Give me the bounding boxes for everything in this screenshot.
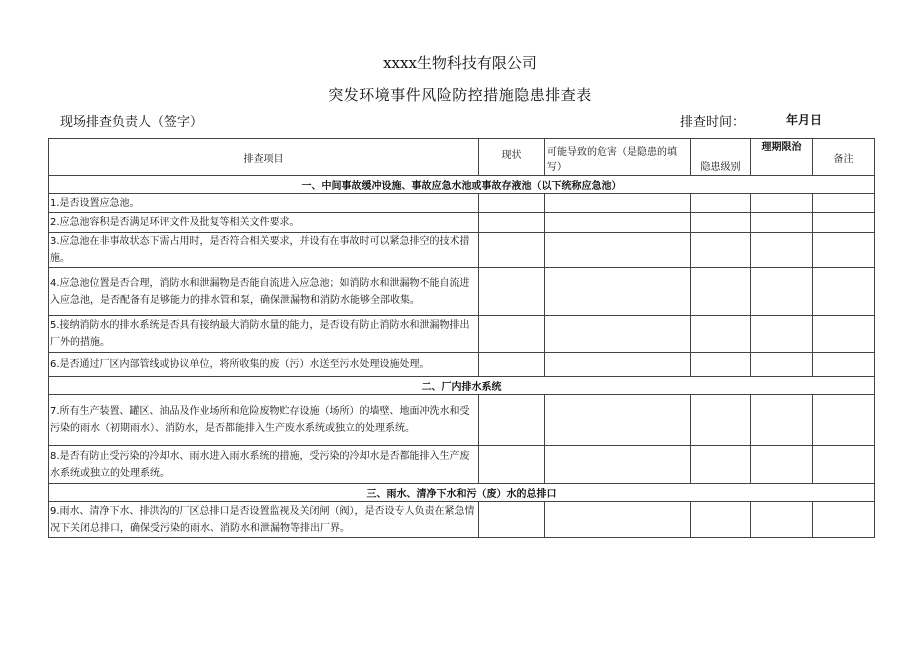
status-cell[interactable] <box>479 194 545 213</box>
deadline-cell[interactable] <box>751 213 813 233</box>
harm-cell[interactable] <box>545 446 691 484</box>
deadline-cell[interactable] <box>751 194 813 213</box>
section-row <box>49 176 875 194</box>
section-title: 三、雨水、清净下水和污（废）水的总排口 <box>49 484 875 502</box>
level-cell[interactable] <box>691 502 751 538</box>
section-row <box>49 484 875 502</box>
deadline-cell[interactable] <box>751 395 813 446</box>
deadline-cell[interactable] <box>751 502 813 538</box>
section-title: 一、中间事故缓冲设施、事故应急水池或事故存液池（以下统称应急池） <box>49 176 875 194</box>
level-cell[interactable] <box>691 395 751 446</box>
remark-cell[interactable] <box>813 353 875 377</box>
harm-cell[interactable] <box>545 316 691 353</box>
remark-cell[interactable] <box>813 446 875 484</box>
level-cell[interactable] <box>691 194 751 213</box>
col-header-harm: 可能导致的危害（是隐患的填写） <box>545 139 691 176</box>
deadline-cell[interactable] <box>751 353 813 377</box>
deadline-cell[interactable] <box>751 446 813 484</box>
status-cell[interactable] <box>479 353 545 377</box>
harm-cell[interactable] <box>545 268 691 316</box>
table-row <box>49 502 875 538</box>
harm-cell[interactable] <box>545 233 691 268</box>
table-row <box>49 446 875 484</box>
harm-cell[interactable] <box>545 395 691 446</box>
form-title: 突发环境事件风险防控措施隐患排查表 <box>328 86 592 104</box>
check-item: 8.是否有防止受污染的冷却水、雨水进入雨水系统的措施，受污染的冷却水是否都能排入生产废水系统或独立的处理系统。 <box>49 446 479 484</box>
check-item: 1.是否设置应急池。 <box>49 194 479 213</box>
check-time-label: 排查时间： <box>680 115 746 130</box>
remark-cell[interactable] <box>813 233 875 268</box>
check-item: 7.所有生产装置、罐区、油品及作业场所和危险废物贮存设施（场所）的墙壁、地面冲洗水和受污染的雨水（初期雨水）、消防水，是否都能排入生产废水系统或独立的处理系统。 <box>49 395 479 446</box>
status-cell[interactable] <box>479 316 545 353</box>
status-cell[interactable] <box>479 446 545 484</box>
status-cell[interactable] <box>479 268 545 316</box>
level-cell[interactable] <box>691 446 751 484</box>
table-row <box>49 194 875 213</box>
table-row <box>49 316 875 353</box>
level-cell[interactable] <box>691 353 751 377</box>
level-cell[interactable] <box>691 316 751 353</box>
table-row <box>49 353 875 377</box>
check-item: 4.应急池位置是否合理，消防水和泄漏物是否能自流进入应急池；如消防水和泄漏物不能自流进入应急池，是否配备有足够能力的排水管和泵，确保泄漏物和消防水能够全部收集。 <box>49 268 479 316</box>
check-item: 2.应急池容积是否满足环评文件及批复等相关文件要求。 <box>49 213 479 233</box>
status-cell[interactable] <box>479 233 545 268</box>
col-header-deadline: 理期限治 <box>751 139 813 176</box>
remark-cell[interactable] <box>813 268 875 316</box>
status-cell[interactable] <box>479 502 545 538</box>
inspector-signature-label: 现场排查负责人（签字） <box>60 115 204 130</box>
level-cell[interactable] <box>691 268 751 316</box>
table-row <box>49 233 875 268</box>
check-item: 3.应急池在非事故状态下需占用时，是否符合相关要求，并设有在事故时可以紧急排空的技术措施。 <box>49 233 479 268</box>
section-row <box>49 377 875 395</box>
remark-cell[interactable] <box>813 194 875 213</box>
hazard-checklist-table <box>48 138 875 538</box>
col-header-item: 排查项目 <box>49 139 479 176</box>
col-header-remark: 备注 <box>813 139 875 176</box>
status-cell[interactable] <box>479 395 545 446</box>
check-item: 6.是否通过厂区内部管线或协议单位，将所收集的废（污）水送至污水处理设施处理。 <box>49 353 479 377</box>
check-date-label: 年月日 <box>786 113 823 127</box>
check-item: 5.接纳消防水的排水系统是否具有接纳最大消防水量的能力，是否设有防止消防水和泄漏物排出厂外的措施。 <box>49 316 479 353</box>
deadline-cell[interactable] <box>751 233 813 268</box>
table-header-row <box>49 139 875 176</box>
section-title: 二、厂内排水系统 <box>49 377 875 395</box>
col-header-status: 现状 <box>479 139 545 176</box>
table-row <box>49 213 875 233</box>
col-header-level: 隐患级别 <box>691 139 751 176</box>
remark-cell[interactable] <box>813 502 875 538</box>
remark-cell[interactable] <box>813 395 875 446</box>
remark-cell[interactable] <box>813 213 875 233</box>
level-cell[interactable] <box>691 233 751 268</box>
harm-cell[interactable] <box>545 502 691 538</box>
table-row <box>49 395 875 446</box>
harm-cell[interactable] <box>545 353 691 377</box>
deadline-cell[interactable] <box>751 316 813 353</box>
remark-cell[interactable] <box>813 316 875 353</box>
harm-cell[interactable] <box>545 194 691 213</box>
status-cell[interactable] <box>479 213 545 233</box>
level-cell[interactable] <box>691 213 751 233</box>
deadline-cell[interactable] <box>751 268 813 316</box>
harm-cell[interactable] <box>545 213 691 233</box>
check-item: 9.雨水、清净下水、排洪沟的厂区总排口是否设置监视及关闭闸（阀），是否设专人负责在紧急情况下关闭总排口，确保受污染的雨水、消防水和泄漏物等排出厂界。 <box>49 502 479 538</box>
table-row <box>49 268 875 316</box>
company-name: xxxx生物科技有限公司 <box>383 54 537 72</box>
